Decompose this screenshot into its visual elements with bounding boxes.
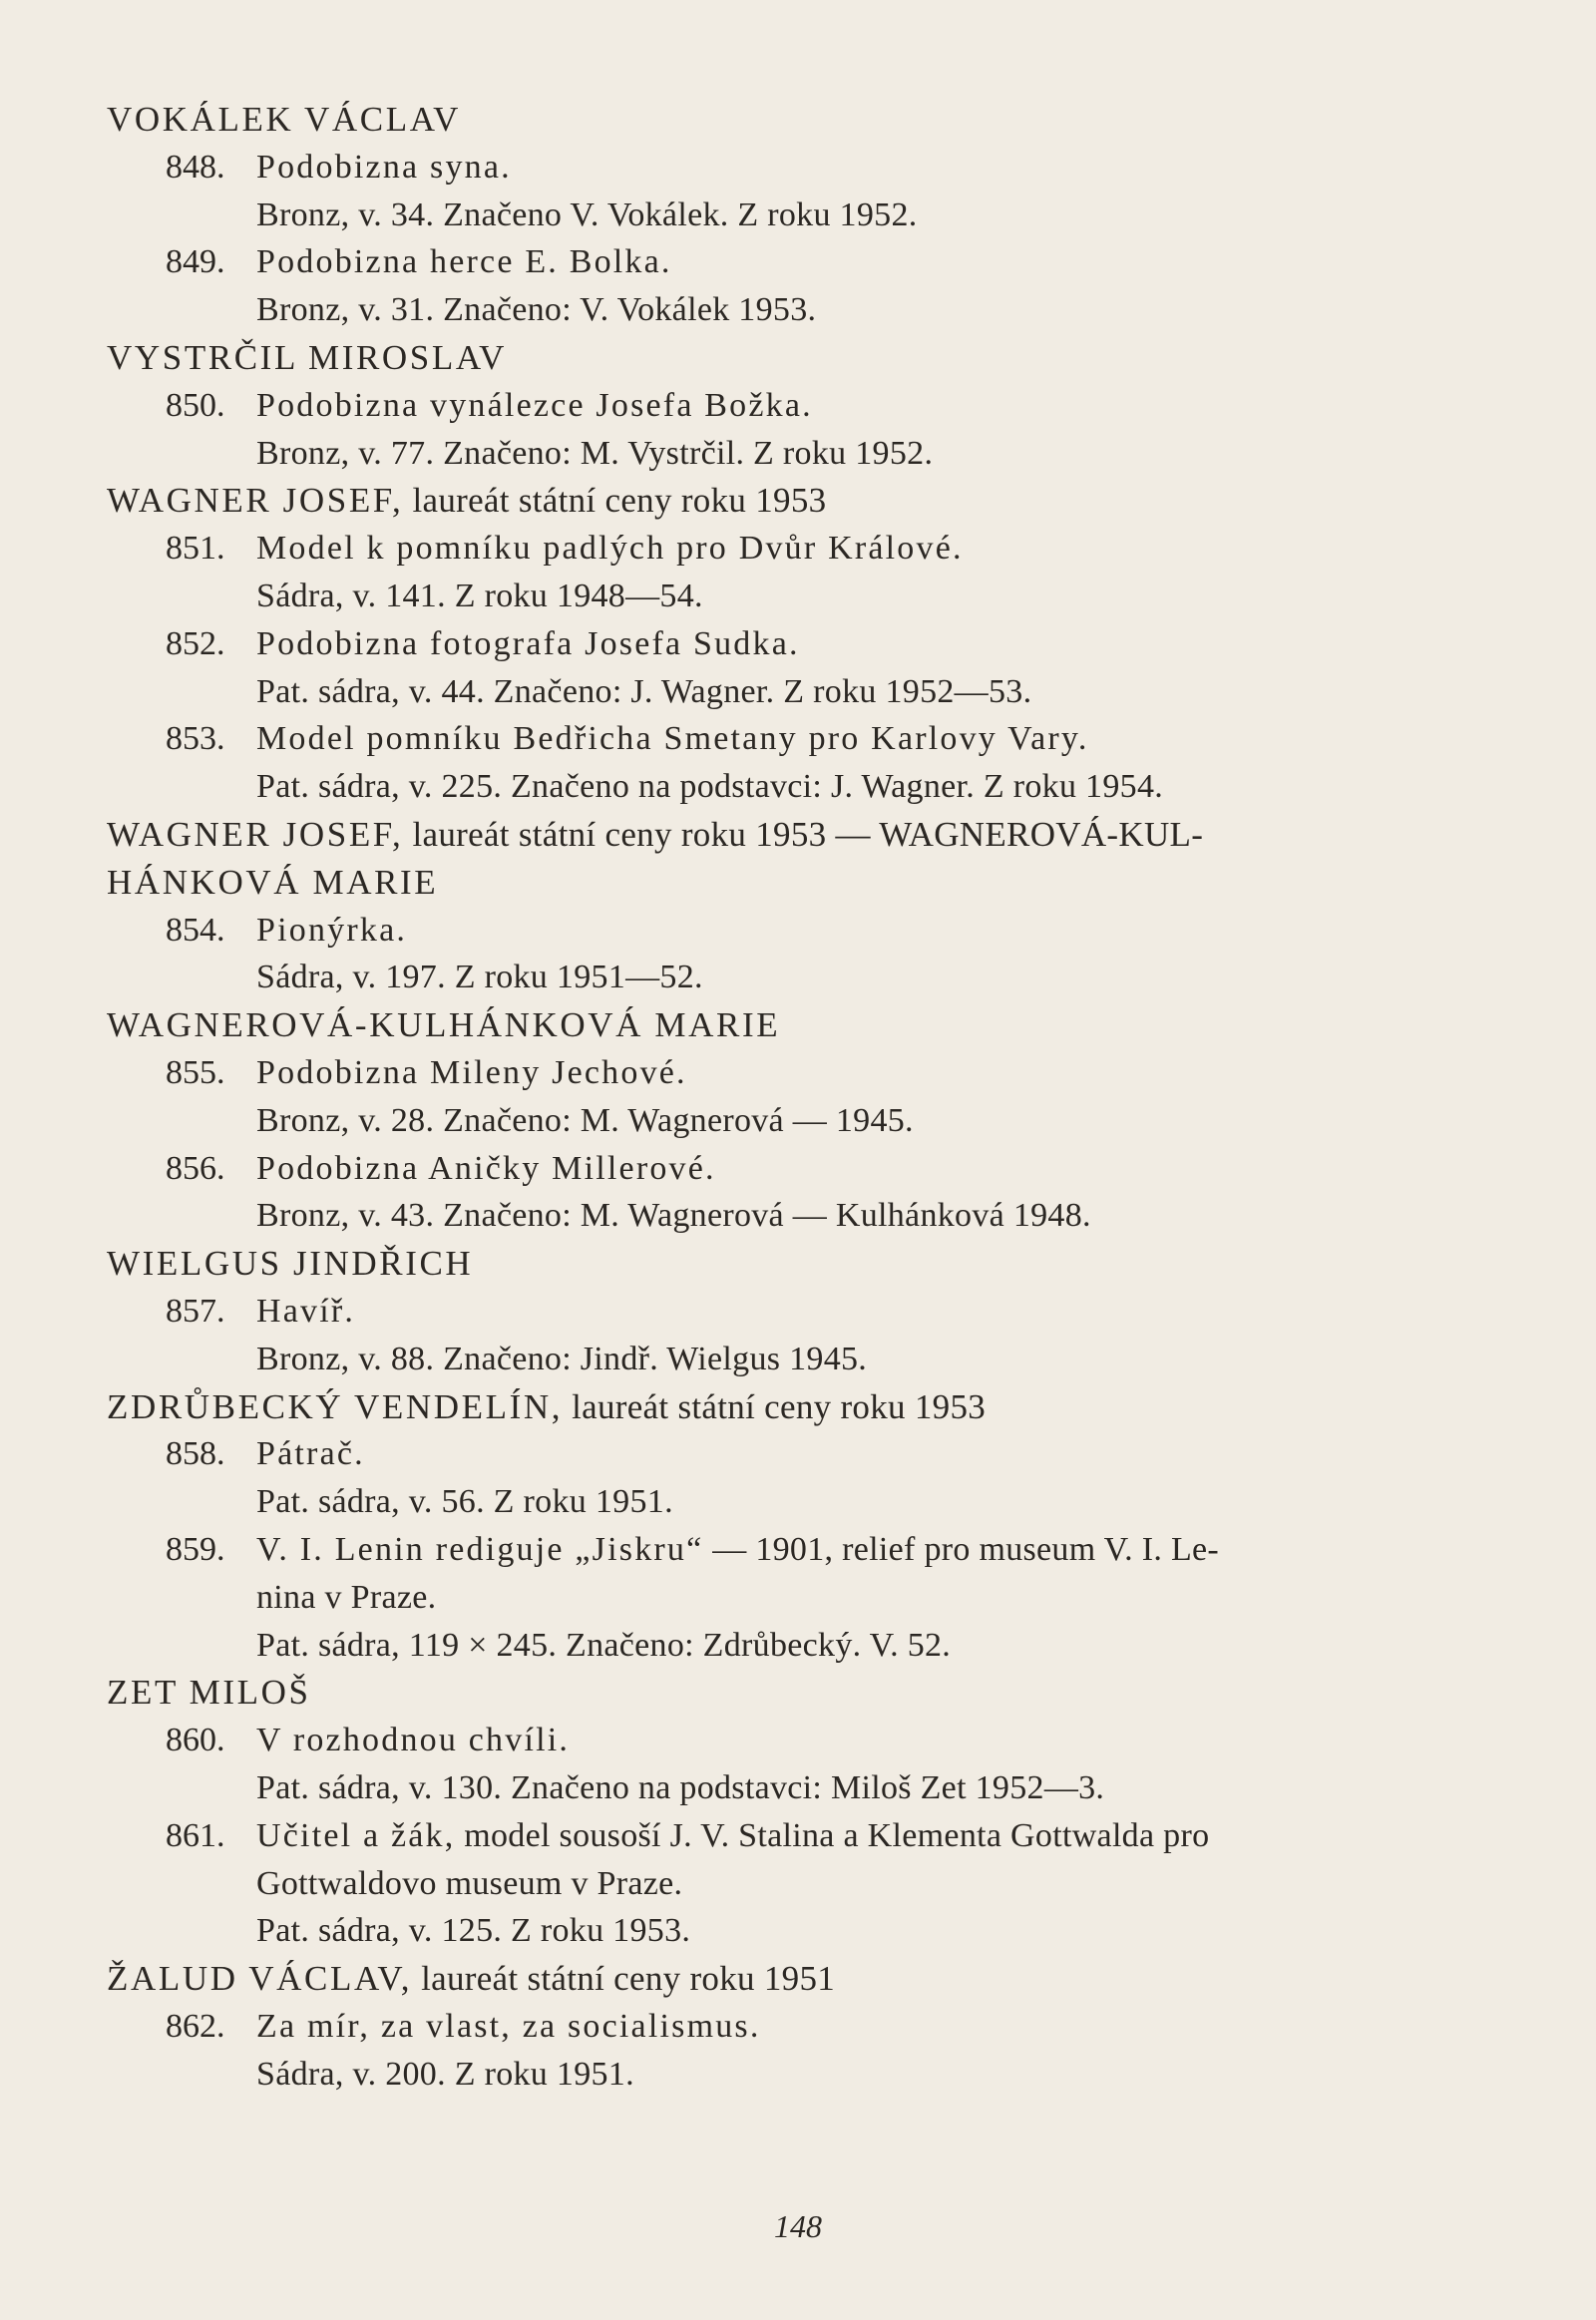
artist-note: laureát státní ceny roku 1953 — WAGNEROVÁ-KUL- (403, 815, 1204, 854)
artist-name: WAGNER JOSEF, (107, 481, 404, 520)
entry-description: Pat. sádra, v. 130. Značeno na podstavci: Miloš Zet 1952—3. (256, 1769, 1105, 1806)
entry-title-line (256, 242, 672, 282)
entry-title-line (256, 148, 512, 188)
entry-description: Pat. sádra, v. 44. Značeno: J. Wagner. Z roku 1952—53. (256, 673, 1032, 710)
artist-name: WIELGUS JINDŘICH (107, 1244, 474, 1283)
artist-name: WAGNER JOSEF, (107, 815, 404, 854)
artist-heading (107, 100, 461, 140)
entry-title-line (256, 1149, 716, 1189)
artist-name: WAGNEROVÁ-KULHÁNKOVÁ MARIE (107, 1005, 781, 1044)
entry-title-line (256, 386, 813, 426)
entry-description: nina v Praze. (256, 1579, 437, 1616)
entry-title-line (256, 1434, 365, 1474)
entry-title: Podobizna herce E. Bolka. (256, 243, 672, 280)
artist-heading (107, 1673, 311, 1713)
entry-description: Sádra, v. 197. Z roku 1951—52. (256, 959, 703, 995)
entry-number: 849. (166, 243, 225, 280)
artist-heading (107, 815, 1203, 855)
artist-note: laureát státní ceny roku 1951 (412, 1959, 836, 1998)
entry-description: Bronz, v. 31. Značeno: V. Vokálek 1953. (256, 291, 817, 328)
entry-number: 861. (166, 1817, 225, 1854)
entry-number: 852. (166, 625, 225, 662)
artist-heading (107, 1244, 473, 1284)
entry-description: Bronz, v. 28. Značeno: M. Wagnerová — 1945. (256, 1102, 914, 1139)
entry-title: Pátrač. (256, 1435, 365, 1472)
entry-description: Pat. sádra, 119 × 245. Značeno: Zdrůbecký. V. 52. (256, 1627, 952, 1664)
entry-number: 858. (166, 1435, 225, 1472)
entry-title-continuation: — 1901, relief pro museum V. I. Le- (703, 1531, 1220, 1568)
entry-title: Model pomníku Bedřicha Smetany pro Karlovy Vary. (256, 720, 1089, 757)
artist-note: laureát státní ceny roku 1953 (403, 481, 827, 520)
entry-title-line (256, 2007, 761, 2047)
entry-number: 850. (166, 387, 225, 424)
entry-description: Bronz, v. 43. Značeno: M. Wagnerová — Kulhánková 1948. (256, 1197, 1091, 1234)
entry-title-continuation: model sousoší J. V. Stalina a Klementa Gottwalda pro (455, 1817, 1210, 1854)
artist-heading (107, 1959, 835, 1999)
entry-title-line (256, 1721, 570, 1760)
entry-title: Pionýrka. (256, 912, 408, 949)
entry-title: Podobizna vynálezce Josefa Božka. (256, 387, 813, 424)
entry-title: Za mír, za vlast, za socialismus. (256, 2008, 761, 2045)
entry-number: 860. (166, 1722, 225, 1758)
artist-name: ZET MILOŠ (107, 1673, 311, 1712)
artist-name: ZDRŮBECKÝ VENDELÍN, (107, 1387, 564, 1426)
entry-title-line (256, 1816, 1209, 1856)
entry-number: 856. (166, 1150, 225, 1187)
artist-heading (107, 338, 507, 378)
artist-name: ŽALUD VÁCLAV, (107, 1959, 413, 1998)
entry-title: Učitel a žák, (256, 1817, 456, 1854)
entry-description: Bronz, v. 77. Značeno: M. Vystrčil. Z roku 1952. (256, 435, 934, 472)
entry-title: Podobizna Mileny Jechové. (256, 1054, 687, 1091)
entry-title: V. I. Lenin rediguje „Jiskru“ (256, 1531, 704, 1568)
entry-description: Pat. sádra, v. 125. Z roku 1953. (256, 1912, 691, 1949)
entry-number: 854. (166, 912, 225, 949)
entry-description: Sádra, v. 141. Z roku 1948—54. (256, 578, 703, 614)
entry-description: Bronz, v. 88. Značeno: Jindř. Wielgus 1945. (256, 1341, 868, 1377)
entry-title: Havíř. (256, 1293, 356, 1330)
entry-number: 857. (166, 1293, 225, 1330)
entry-title: Podobizna syna. (256, 149, 512, 186)
entry-description: Pat. sádra, v. 56. Z roku 1951. (256, 1483, 673, 1520)
artist-name: VYSTRČIL MIROSLAV (107, 338, 508, 377)
entry-title-line (256, 624, 800, 664)
entry-number: 851. (166, 530, 225, 567)
entry-title-line (256, 719, 1089, 759)
entry-description: Bronz, v. 34. Značeno V. Vokálek. Z roku 1952. (256, 196, 918, 233)
entry-title: Model k pomníku padlých pro Dvůr Králové. (256, 530, 964, 567)
entry-number: 848. (166, 149, 225, 186)
entry-title-line (256, 529, 964, 569)
entry-title: V rozhodnou chvíli. (256, 1722, 571, 1758)
page-number: 148 (774, 2208, 822, 2244)
entry-title-line (256, 1053, 687, 1093)
artist-name: HÁNKOVÁ MARIE (107, 863, 439, 902)
entry-title-line (256, 1530, 1219, 1570)
entry-title-line (256, 1292, 355, 1332)
entry-number: 855. (166, 1054, 225, 1091)
entry-title: Podobizna Aničky Millerové. (256, 1150, 716, 1187)
entry-number: 859. (166, 1531, 225, 1568)
artist-heading (107, 863, 438, 903)
entry-description: Gottwaldovo museum v Praze. (256, 1865, 683, 1902)
artist-heading (107, 1387, 986, 1427)
entry-number: 862. (166, 2008, 225, 2045)
artist-name: VOKÁLEK VÁCLAV (107, 100, 461, 139)
entry-description: Pat. sádra, v. 225. Značeno na podstavci: J. Wagner. Z roku 1954. (256, 768, 1164, 805)
entry-title: Podobizna fotografa Josefa Sudka. (256, 625, 800, 662)
artist-heading (107, 481, 826, 521)
artist-heading (107, 1005, 780, 1045)
entry-number: 853. (166, 720, 225, 757)
artist-note: laureát státní ceny roku 1953 (563, 1387, 987, 1426)
entry-description: Sádra, v. 200. Z roku 1951. (256, 2056, 634, 2093)
entry-title-line (256, 911, 407, 951)
